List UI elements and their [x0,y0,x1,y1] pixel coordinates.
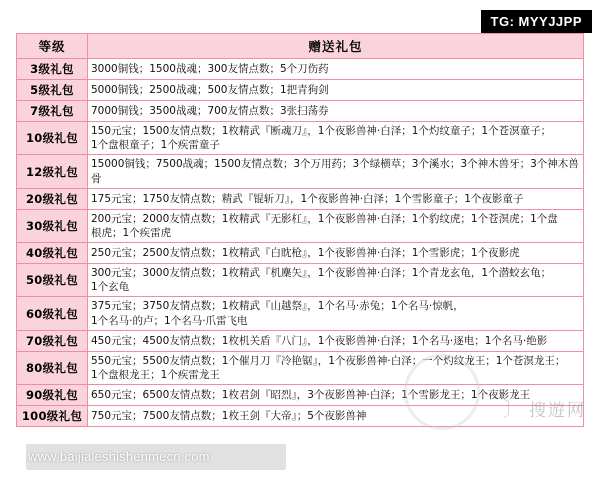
table-header-row [17,34,584,59]
cell-level: 20级礼包 [17,188,88,209]
gift-table-head [17,34,584,59]
gift-line: 骨 [91,172,102,185]
gift-line: 175元宝；1750友情点数；精武『锟斩刀』，1个夜影兽神·白泽；1个雪影童子；1个夜影童子 [91,192,524,205]
gift-line: 1个名马·的卢；1个名马·爪雷飞电 [91,314,248,327]
gift-table [16,33,584,427]
cell-level: 80级礼包 [17,351,88,384]
gift-line: 300元宝；3000友情点数；1枚精武『机麇矢』，1个夜影兽神·白泽；1个青龙玄龟，1个潜蛟玄龟； [91,267,552,280]
table-row [17,330,584,351]
cell-gift-content [88,80,584,101]
table-row [17,122,584,155]
cell-level: 50级礼包 [17,264,88,297]
cell-level: 5级礼包 [17,80,88,101]
gift-line: 750元宝；7500友情点数；1枚王剑『大帝』；5个夜影兽神 [91,409,367,422]
table-row [17,59,584,80]
gift-line: 3000铜钱；1500战魂；300友情点数；5个刀伤药 [91,62,329,75]
gift-line: 1个盘根童子；1个疾雷童子 [91,139,220,152]
cell-level: 40级礼包 [17,243,88,264]
header-level: 等级 [17,34,88,59]
table-row [17,264,584,297]
table-row [17,209,584,242]
table-row [17,297,584,330]
tg-badge: TG: MYYJJPP [481,10,592,33]
cell-level: 100级礼包 [17,406,88,427]
cell-level: 60级礼包 [17,297,88,330]
site-url: www.baijialeshishenmecn.com [28,449,210,464]
gift-line: 根虎；1个疾雷虎 [91,226,172,239]
gift-line: 250元宝；2500友情点数；1枚精武『白眈枪』，1个夜影兽神·白泽；1个雪影虎；1个夜影虎 [91,246,520,259]
cell-gift-content [88,122,584,155]
gift-line: 5000铜钱；2500战魂；500友情点数；1把青狗剑 [91,83,329,96]
watermark-circle [404,354,480,430]
cell-gift-content [88,351,584,384]
cell-level: 12级礼包 [17,155,88,188]
cell-gift-content [88,243,584,264]
table-row [17,243,584,264]
gift-line: 650元宝；6500友情点数；1枚君剑『昭烈』，3个夜影兽神·白泽；1个雪影龙王；1个夜影龙王 [91,388,531,401]
watermark-right [503,393,586,422]
cell-gift-content [88,59,584,80]
cell-level: 10级礼包 [17,122,88,155]
gift-line: 1个玄龟 [91,281,130,294]
cell-level: 70级礼包 [17,330,88,351]
cell-gift-content [88,264,584,297]
cell-gift-content [88,188,584,209]
gift-line: 550元宝；5500友情点数；1个催月刀『冷艳锯』，1个夜影兽神·白泽；一个灼纹龙王；1个苍溟龙王； [91,354,566,367]
watermark-right-text: 搜遊网 [529,401,586,421]
gift-line: 375元宝；3750友情点数；1枚精武『山越祭』，1个名马·赤兔；1个名马·惊帆， [91,300,464,313]
cell-gift-content [88,330,584,351]
table-row [17,385,584,406]
cell-level: 30级礼包 [17,209,88,242]
table-row [17,101,584,122]
header-gift: 赠送礼包 [88,34,584,59]
gift-line: 1个盘根龙王；1个疾雷龙王 [91,368,220,381]
cell-gift-content [88,209,584,242]
cell-level: 90级礼包 [17,385,88,406]
cell-gift-content [88,155,584,188]
table-row [17,155,584,188]
table-row [17,406,584,427]
gift-table-body [17,59,584,427]
cell-gift-content [88,297,584,330]
gift-line: 15000铜钱；7500战魂；1500友情点数；3个万用药；3个绿横草；3个溪水；3个神木兽牙；3个神木兽 [91,158,579,171]
cell-level: 7级礼包 [17,101,88,122]
table-row [17,188,584,209]
table-row [17,80,584,101]
cell-gift-content [88,101,584,122]
gift-line: 200元宝；2000友情点数；1枚精武『无影杠』，1个夜影兽神·白泽；1个豹纹虎；1个苍溟虎；1个盘 [91,212,558,225]
cell-level: 3级礼包 [17,59,88,80]
gift-table-container [16,33,584,427]
table-row [17,351,584,384]
watermark-symbol: 〕 [503,397,525,421]
gift-line: 150元宝；1500友情点数；1枚精武『断魂刀』，1个夜影兽神·白泽；1个灼纹童子；1个苍溟童子； [91,125,552,137]
gift-line: 7000铜钱；3500战魂；700友情点数；3张扫荡券 [91,104,329,117]
gift-line: 450元宝；4500友情点数；1枚机关盾『八门』，1个夜影兽神·白泽；1个名马·逐电；1个名马·绝影 [91,334,548,347]
